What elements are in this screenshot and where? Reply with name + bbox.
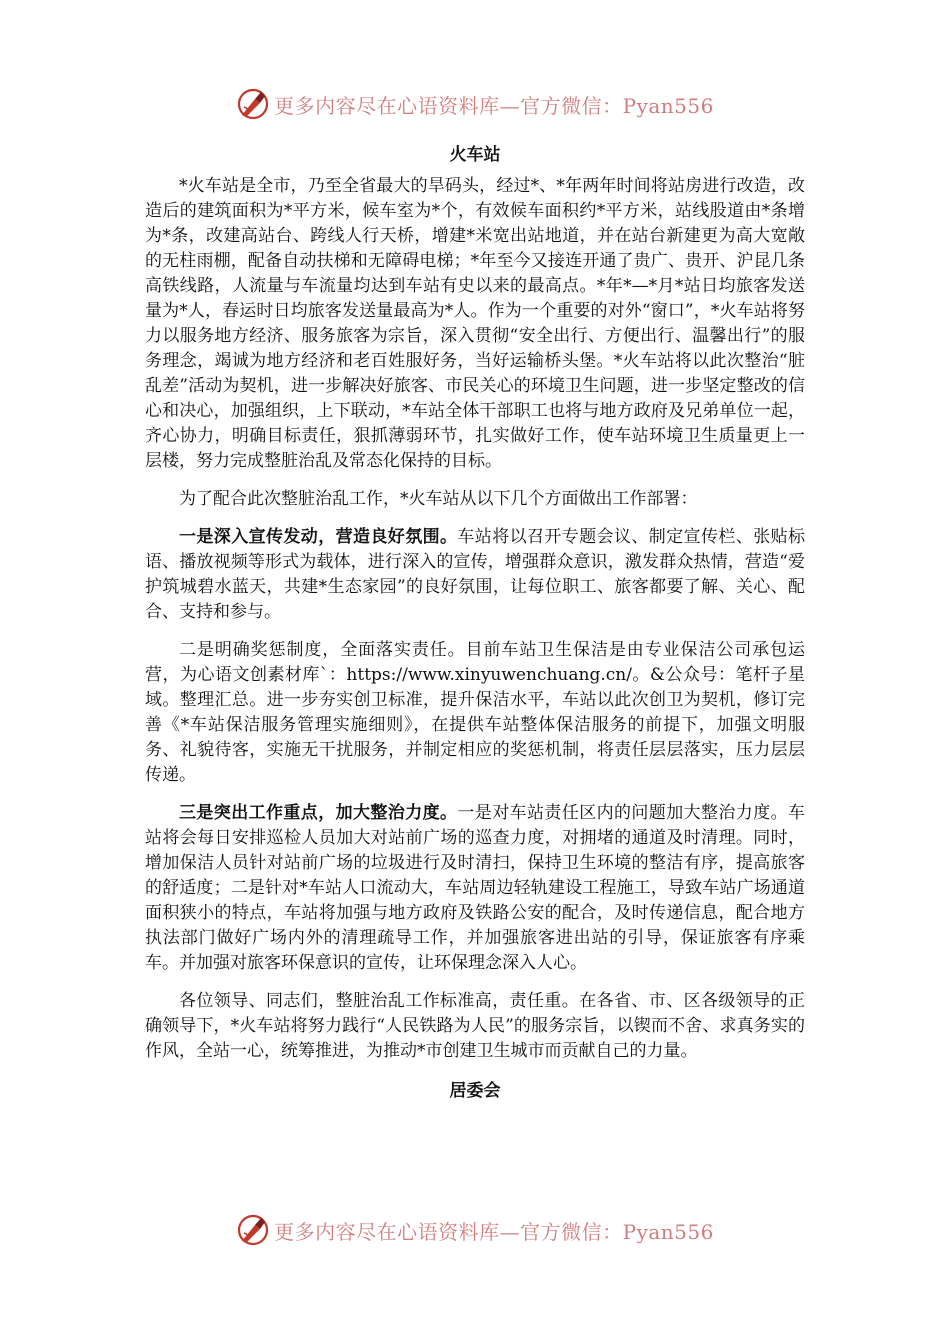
pen-nib-logo-icon [236, 87, 270, 121]
banner-text: 更多内容尽在心语资料库—官方微信：Pyan556 [274, 93, 714, 118]
banner-text: 更多内容尽在心语资料库—官方微信：Pyan556 [274, 1219, 714, 1244]
footer-banner [0, 1208, 950, 1252]
pen-nib-logo-icon [236, 1213, 270, 1247]
paragraph [145, 801, 805, 976]
paragraph-body: *火车站是全市，乃至全省最大的旱码头，经过*、*年两年时间将站房进行改造，改造后的建筑面积为*平方米，候车室为*个，有效候车面积约*平方米，站线股道由*条增为*条，改建高站台、跨线人行天桥，增建*米宽出站地道，并在站台新建更为高大宽敞的无柱雨棚，配备自动扶梯和无障碍电梯；*年至今又接连开通了贵广、贵开、沪昆几条高铁线路，人流量与车流量均达到车站有史以来的最高点。*年*—*月*站日均旅客发送量为*人，春运时日均旅客发送量最高为*人。作为一个重要的对外“窗口”，*火车站将努力以服务地方经济、服务旅客为宗旨，深入贯彻“安全出行、方便出行、温馨出行”的服务理念，竭诚为地方经济和老百姓服好务，当好运输桥头堡。*火车站将以此次整治“脏乱差”活动为契机，进一步解决好旅客、市民关心的环境卫生问题，进一步坚定整改的信心和决心，加强组织，上下联动，*车站全体干部职工也将与地方政府及兄弟单位一起，齐心协力，明确目标责任，狠抓薄弱环节，扎实做好工作，使车站环境卫生质量更上一层楼，努力完成整脏治乱及常态化保持的目标。 [145, 176, 805, 471]
document-body [145, 142, 805, 1104]
paragraph [145, 638, 805, 788]
paragraph-body: 各位领导、同志们，整脏治乱工作标准高，责任重。在各省、市、区各级领导的正确领导下，*火车站将努力践行“人民铁路为人民”的服务宗旨，以锲而不舍、求真务实的作风，全站一心，统筹推进，为推动*市创建卫生城市而贡献自己的力量。 [145, 991, 805, 1061]
paragraph-body: 为了配合此次整脏治乱工作，*火车站从以下几个方面做出工作部署： [179, 489, 698, 509]
paragraph-body: 车站将以召开专题会议、制定宣传栏、张贴标语、播放视频等形式为载体，进行深入的宣传，增强群众意识，激发群众热情，营造“爱护筑城碧水蓝天，共建*生态家园”的良好氛围，让每位职工、旅客都要了解、关心、配合、支持和参与。 [145, 527, 806, 622]
paragraph [145, 525, 805, 625]
paragraph-lead: 一是深入宣传发动，营造良好氛围。 [179, 527, 458, 547]
paragraph [145, 487, 805, 512]
paragraph-body: 二是明确奖惩制度，全面落实责任。目前车站卫生保洁是由专业保洁公司承包运营，为心语文创素材库`：https://www.xinyuwenchuang.cn/。&公众号：笔杆子星域。整理汇总。进一步夯实创卫标准，提升保洁水平，车站以此次创卫为契机，修订完善《*车站保洁服务管理实施细则》，在提供车站整体保洁服务的前提下，加强文明服务、礼貌待客，实施无干扰服务，并制定相应的奖惩机制，将责任层层落实，压力层层传递。 [145, 640, 805, 785]
paragraph-body: 一是对车站责任区内的问题加大整治力度。车站将会每日安排巡检人员加大对站前广场的巡查力度，对拥堵的通道及时清理。同时，增加保洁人员针对站前广场的垃圾进行及时清扫，保持卫生环境的整洁有序，提高旅客的舒适度；二是针对*车站人口流动大，车站周边轻轨建设工程施工，导致车站广场通道面积狭小的特点，车站将加强与地方政府及铁路公安的配合，及时传递信息，配合地方执法部门做好广场内外的清理疏导工作，并加强旅客进出站的引导，保证旅客有序乘车。并加强对旅客环保意识的宣传，让环保理念深入人心。 [145, 803, 806, 973]
paragraph [145, 174, 805, 474]
paragraph [145, 989, 805, 1064]
paragraph-lead: 三是突出工作重点，加大整治力度。 [179, 803, 458, 823]
section-title-residents-committee: 居委会 [449, 1081, 501, 1101]
header-banner [0, 82, 950, 126]
section-title-train-station: 火车站 [449, 145, 501, 165]
